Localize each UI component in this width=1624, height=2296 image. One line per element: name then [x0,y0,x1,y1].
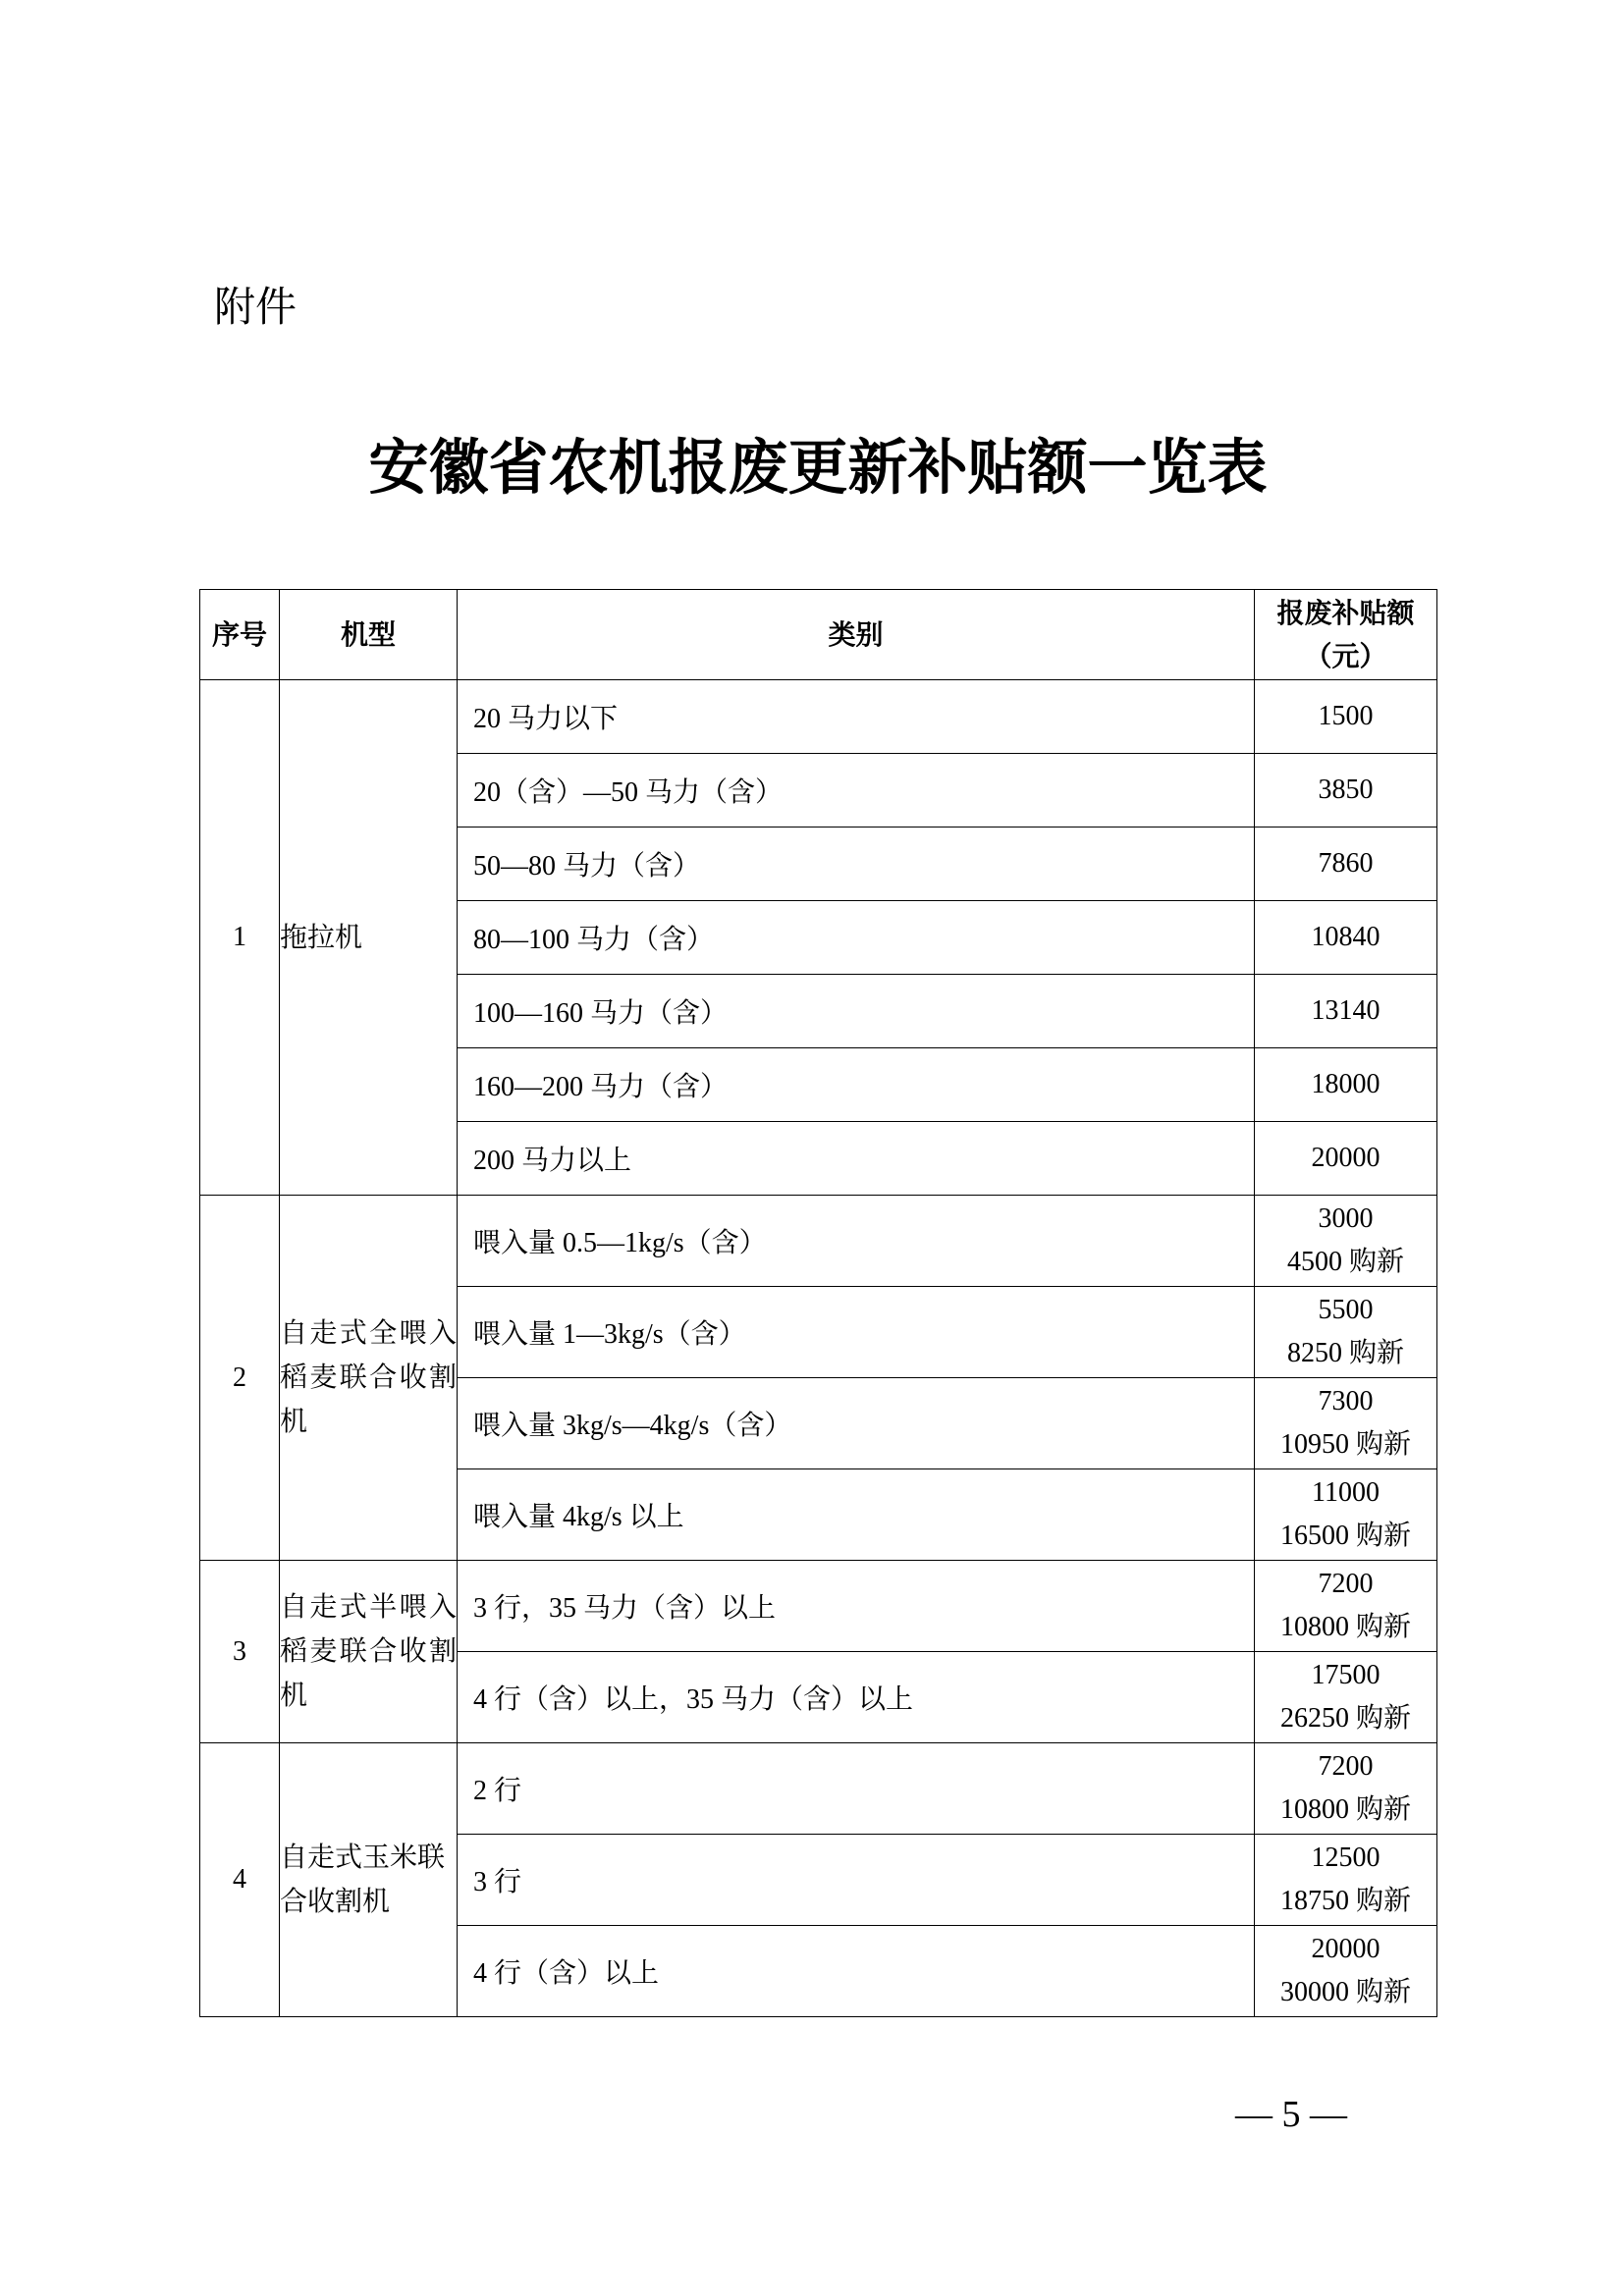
amount-value: 7200 [1318,1569,1374,1599]
group-index-cell: 4 [200,1743,280,2017]
category-cell: 20（含）—50 马力（含） [458,754,1255,828]
group-index-cell: 1 [200,680,280,1196]
header-index: 序号 [200,590,280,680]
header-amount [1255,590,1437,680]
category-cell: 20 马力以下 [458,680,1255,754]
table-row [200,680,1437,754]
amount-cell [1255,1835,1437,1926]
amount-cell: 1500 [1255,680,1437,754]
table-header-row [200,590,1437,680]
table-row [200,1561,1437,1652]
category-cell: 100—160 马力（含） [458,975,1255,1048]
amount-cell [1255,1196,1437,1287]
category-cell: 3 行，35 马力（含）以上 [458,1561,1255,1652]
amount-cell: 18000 [1255,1048,1437,1122]
amount-new-value: 16500 购新 [1279,1521,1411,1551]
page-title: 安徽省农机报废更新补贴额一览表 [368,436,1268,502]
amount-new-value: 26250 购新 [1279,1703,1411,1734]
category-cell: 4 行（含）以上，35 马力（含）以上 [458,1652,1255,1743]
machine-type-cell: 自走式玉米联合收割机 [280,1743,458,2017]
category-cell: 3 行 [458,1835,1255,1926]
category-cell: 160—200 马力（含） [458,1048,1255,1122]
header-amount-line1: 报废补贴额 [1276,597,1415,628]
machine-type-cell: 自走式全喂入稻麦联合收割机 [280,1196,458,1561]
amount-cell [1255,1287,1437,1378]
header-amount-line2: （元） [1304,640,1387,671]
category-cell: 喂入量 0.5—1kg/s（含） [458,1196,1255,1287]
category-cell: 4 行（含）以上 [458,1926,1255,2017]
header-category: 类别 [458,590,1255,680]
amount-value: 7200 [1318,1751,1374,1782]
machine-type-cell: 拖拉机 [280,680,458,1196]
group-index-cell: 3 [200,1561,280,1743]
category-cell: 50—80 马力（含） [458,828,1255,901]
category-cell: 喂入量 3kg/s—4kg/s（含） [458,1378,1255,1469]
amount-new-value: 18750 购新 [1279,1886,1411,1916]
amount-cell [1255,1926,1437,2017]
machine-type-cell: 自走式半喂入稻麦联合收割机 [280,1561,458,1743]
group-index-cell: 2 [200,1196,280,1561]
header-type: 机型 [280,590,458,680]
amount-new-value: 10800 购新 [1279,1612,1411,1642]
table-row [200,1743,1437,1835]
amount-new-value: 10800 购新 [1279,1794,1411,1825]
amount-new-value: 4500 购新 [1286,1247,1404,1277]
amount-cell [1255,1652,1437,1743]
amount-value: 17500 [1311,1660,1380,1690]
attachment-label: 附件 [214,284,298,330]
amount-new-value: 30000 购新 [1279,1977,1411,2007]
category-cell: 200 马力以上 [458,1122,1255,1196]
category-cell: 80—100 马力（含） [458,901,1255,975]
amount-cell: 13140 [1255,975,1437,1048]
amount-new-value: 8250 购新 [1286,1338,1404,1368]
amount-value: 11000 [1312,1477,1380,1508]
amount-value: 20000 [1311,1934,1380,1964]
amount-cell: 10840 [1255,901,1437,975]
amount-cell [1255,1469,1437,1561]
amount-cell: 7860 [1255,828,1437,901]
amount-value: 7300 [1318,1386,1374,1416]
amount-value: 12500 [1311,1842,1380,1873]
table-row [200,1196,1437,1287]
amount-value: 5500 [1318,1295,1374,1325]
amount-cell: 20000 [1255,1122,1437,1196]
category-cell: 2 行 [458,1743,1255,1835]
category-cell: 喂入量 4kg/s 以上 [458,1469,1255,1561]
amount-new-value: 10950 购新 [1279,1429,1411,1460]
amount-cell [1255,1743,1437,1835]
amount-cell [1255,1561,1437,1652]
page-number: — 5 — [1235,2094,1347,2135]
amount-value: 3000 [1318,1203,1374,1234]
amount-cell: 3850 [1255,754,1437,828]
subsidy-table [199,589,1437,2017]
amount-cell [1255,1378,1437,1469]
category-cell: 喂入量 1—3kg/s（含） [458,1287,1255,1378]
